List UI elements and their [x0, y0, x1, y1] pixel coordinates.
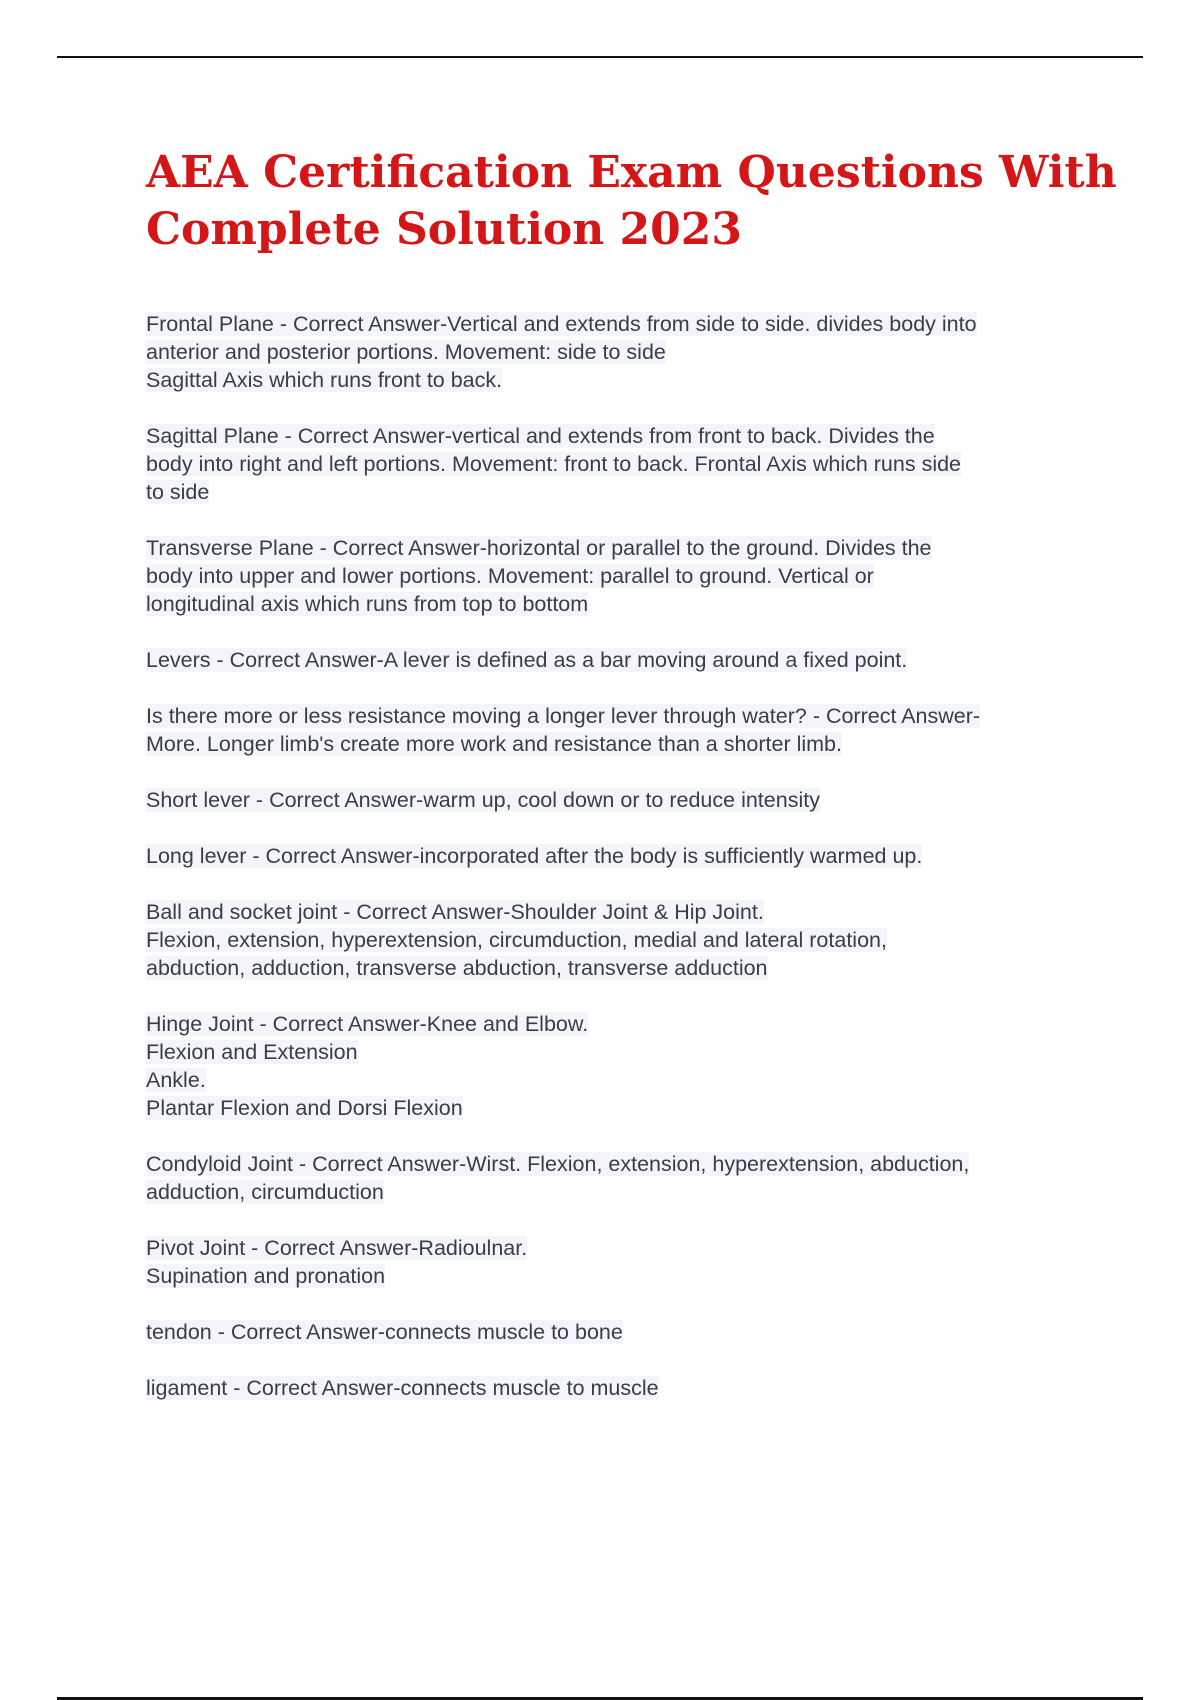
qa-entry-line	[146, 562, 1106, 590]
qa-entry-text: Sagittal Axis which runs front to back.	[146, 368, 503, 392]
qa-entry-text: tendon - Correct Answer-connects muscle to bone	[146, 1320, 623, 1344]
qa-entry-text: Transverse Plane - Correct Answer-horizontal or parallel to the ground. Divides the	[146, 536, 932, 560]
qa-entry-line	[146, 1150, 1106, 1178]
qa-entry-line	[146, 590, 1106, 618]
qa-entry-text: Short lever - Correct Answer-warm up, cool down or to reduce intensity	[146, 788, 820, 812]
qa-entry	[146, 842, 1106, 870]
qa-entry	[146, 1234, 1106, 1290]
qa-entry-line	[146, 366, 1106, 394]
qa-entry-line	[146, 1262, 1106, 1290]
qa-entry-line	[146, 310, 1106, 338]
qa-entry-text: Long lever - Correct Answer-incorporated after the body is sufficiently warmed up.	[146, 844, 923, 868]
qa-entry-text: to side	[146, 480, 210, 504]
qa-entry-text: Ankle.	[146, 1068, 206, 1092]
qa-entry-line	[146, 450, 1106, 478]
top-rule	[57, 56, 1143, 58]
qa-entry	[146, 534, 1106, 618]
qa-entry-line	[146, 1094, 1106, 1122]
qa-entry-line	[146, 730, 1106, 758]
qa-entry-text: abduction, adduction, transverse abduction, transverse adduction	[146, 956, 768, 980]
qa-entry-text: Condyloid Joint - Correct Answer-Wirst. Flexion, extension, hyperextension, abduction,	[146, 1152, 970, 1176]
qa-entry-line	[146, 646, 1106, 674]
qa-entry-line	[146, 338, 1106, 366]
qa-entry-text: Flexion and Extension	[146, 1040, 358, 1064]
qa-entry-text: Frontal Plane - Correct Answer-Vertical and extends from side to side. divides body into	[146, 312, 977, 336]
qa-entry-line	[146, 1038, 1106, 1066]
document-title-line-2: Complete Solution 2023	[146, 204, 743, 255]
qa-entry-line	[146, 422, 1106, 450]
qa-entry-text: ligament - Correct Answer-connects muscle to muscle	[146, 1376, 659, 1400]
qa-entry-text: Pivot Joint - Correct Answer-Radioulnar.	[146, 1236, 528, 1260]
qa-entry-line	[146, 1178, 1106, 1206]
qa-entry-text: body into right and left portions. Movement: front to back. Frontal Axis which runs side	[146, 452, 962, 476]
qa-entry-text: More. Longer limb's create more work and resistance than a shorter limb.	[146, 732, 842, 756]
qa-entry	[146, 646, 1106, 674]
qa-entry-line	[146, 926, 1106, 954]
qa-entry	[146, 702, 1106, 758]
qa-entry-line	[146, 702, 1106, 730]
qa-entry	[146, 422, 1106, 506]
qa-entry	[146, 1010, 1106, 1122]
qa-entry-line	[146, 1010, 1106, 1038]
qa-entry-line	[146, 842, 1106, 870]
qa-entry-line	[146, 786, 1106, 814]
qa-entry-text: Sagittal Plane - Correct Answer-vertical and extends from front to back. Divides the	[146, 424, 935, 448]
qa-entry-text: Hinge Joint - Correct Answer-Knee and Elbow.	[146, 1012, 589, 1036]
qa-entry-text: Is there more or less resistance moving a longer lever through water? - Correct Answer-	[146, 704, 981, 728]
qa-list	[146, 310, 1106, 1430]
qa-entry-text: Plantar Flexion and Dorsi Flexion	[146, 1096, 463, 1120]
qa-entry-line	[146, 1234, 1106, 1262]
qa-entry-text: Levers - Correct Answer-A lever is defined as a bar moving around a fixed point.	[146, 648, 908, 672]
qa-entry	[146, 1318, 1106, 1346]
qa-entry-text: body into upper and lower portions. Movement: parallel to ground. Vertical or	[146, 564, 874, 588]
qa-entry-text: Ball and socket joint - Correct Answer-Shoulder Joint & Hip Joint.	[146, 900, 764, 924]
qa-entry	[146, 1374, 1106, 1402]
qa-entry-line	[146, 478, 1106, 506]
qa-entry	[146, 898, 1106, 982]
qa-entry-text: Flexion, extension, hyperextension, circumduction, medial and lateral rotation,	[146, 928, 887, 952]
qa-entry-line	[146, 534, 1106, 562]
qa-entry-line	[146, 898, 1106, 926]
qa-entry-line	[146, 1318, 1106, 1346]
qa-entry-line	[146, 954, 1106, 982]
qa-entry-text: anterior and posterior portions. Movement: side to side	[146, 340, 666, 364]
qa-entry	[146, 1150, 1106, 1206]
qa-entry	[146, 786, 1106, 814]
document-title	[146, 144, 1117, 258]
qa-entry-text: Supination and pronation	[146, 1264, 386, 1288]
qa-entry-text: longitudinal axis which runs from top to bottom	[146, 592, 589, 616]
qa-entry-line	[146, 1066, 1106, 1094]
qa-entry-text: adduction, circumduction	[146, 1180, 384, 1204]
document-title-line-1: AEA Certification Exam Questions With	[146, 147, 1117, 198]
qa-entry	[146, 310, 1106, 394]
qa-entry-line	[146, 1374, 1106, 1402]
